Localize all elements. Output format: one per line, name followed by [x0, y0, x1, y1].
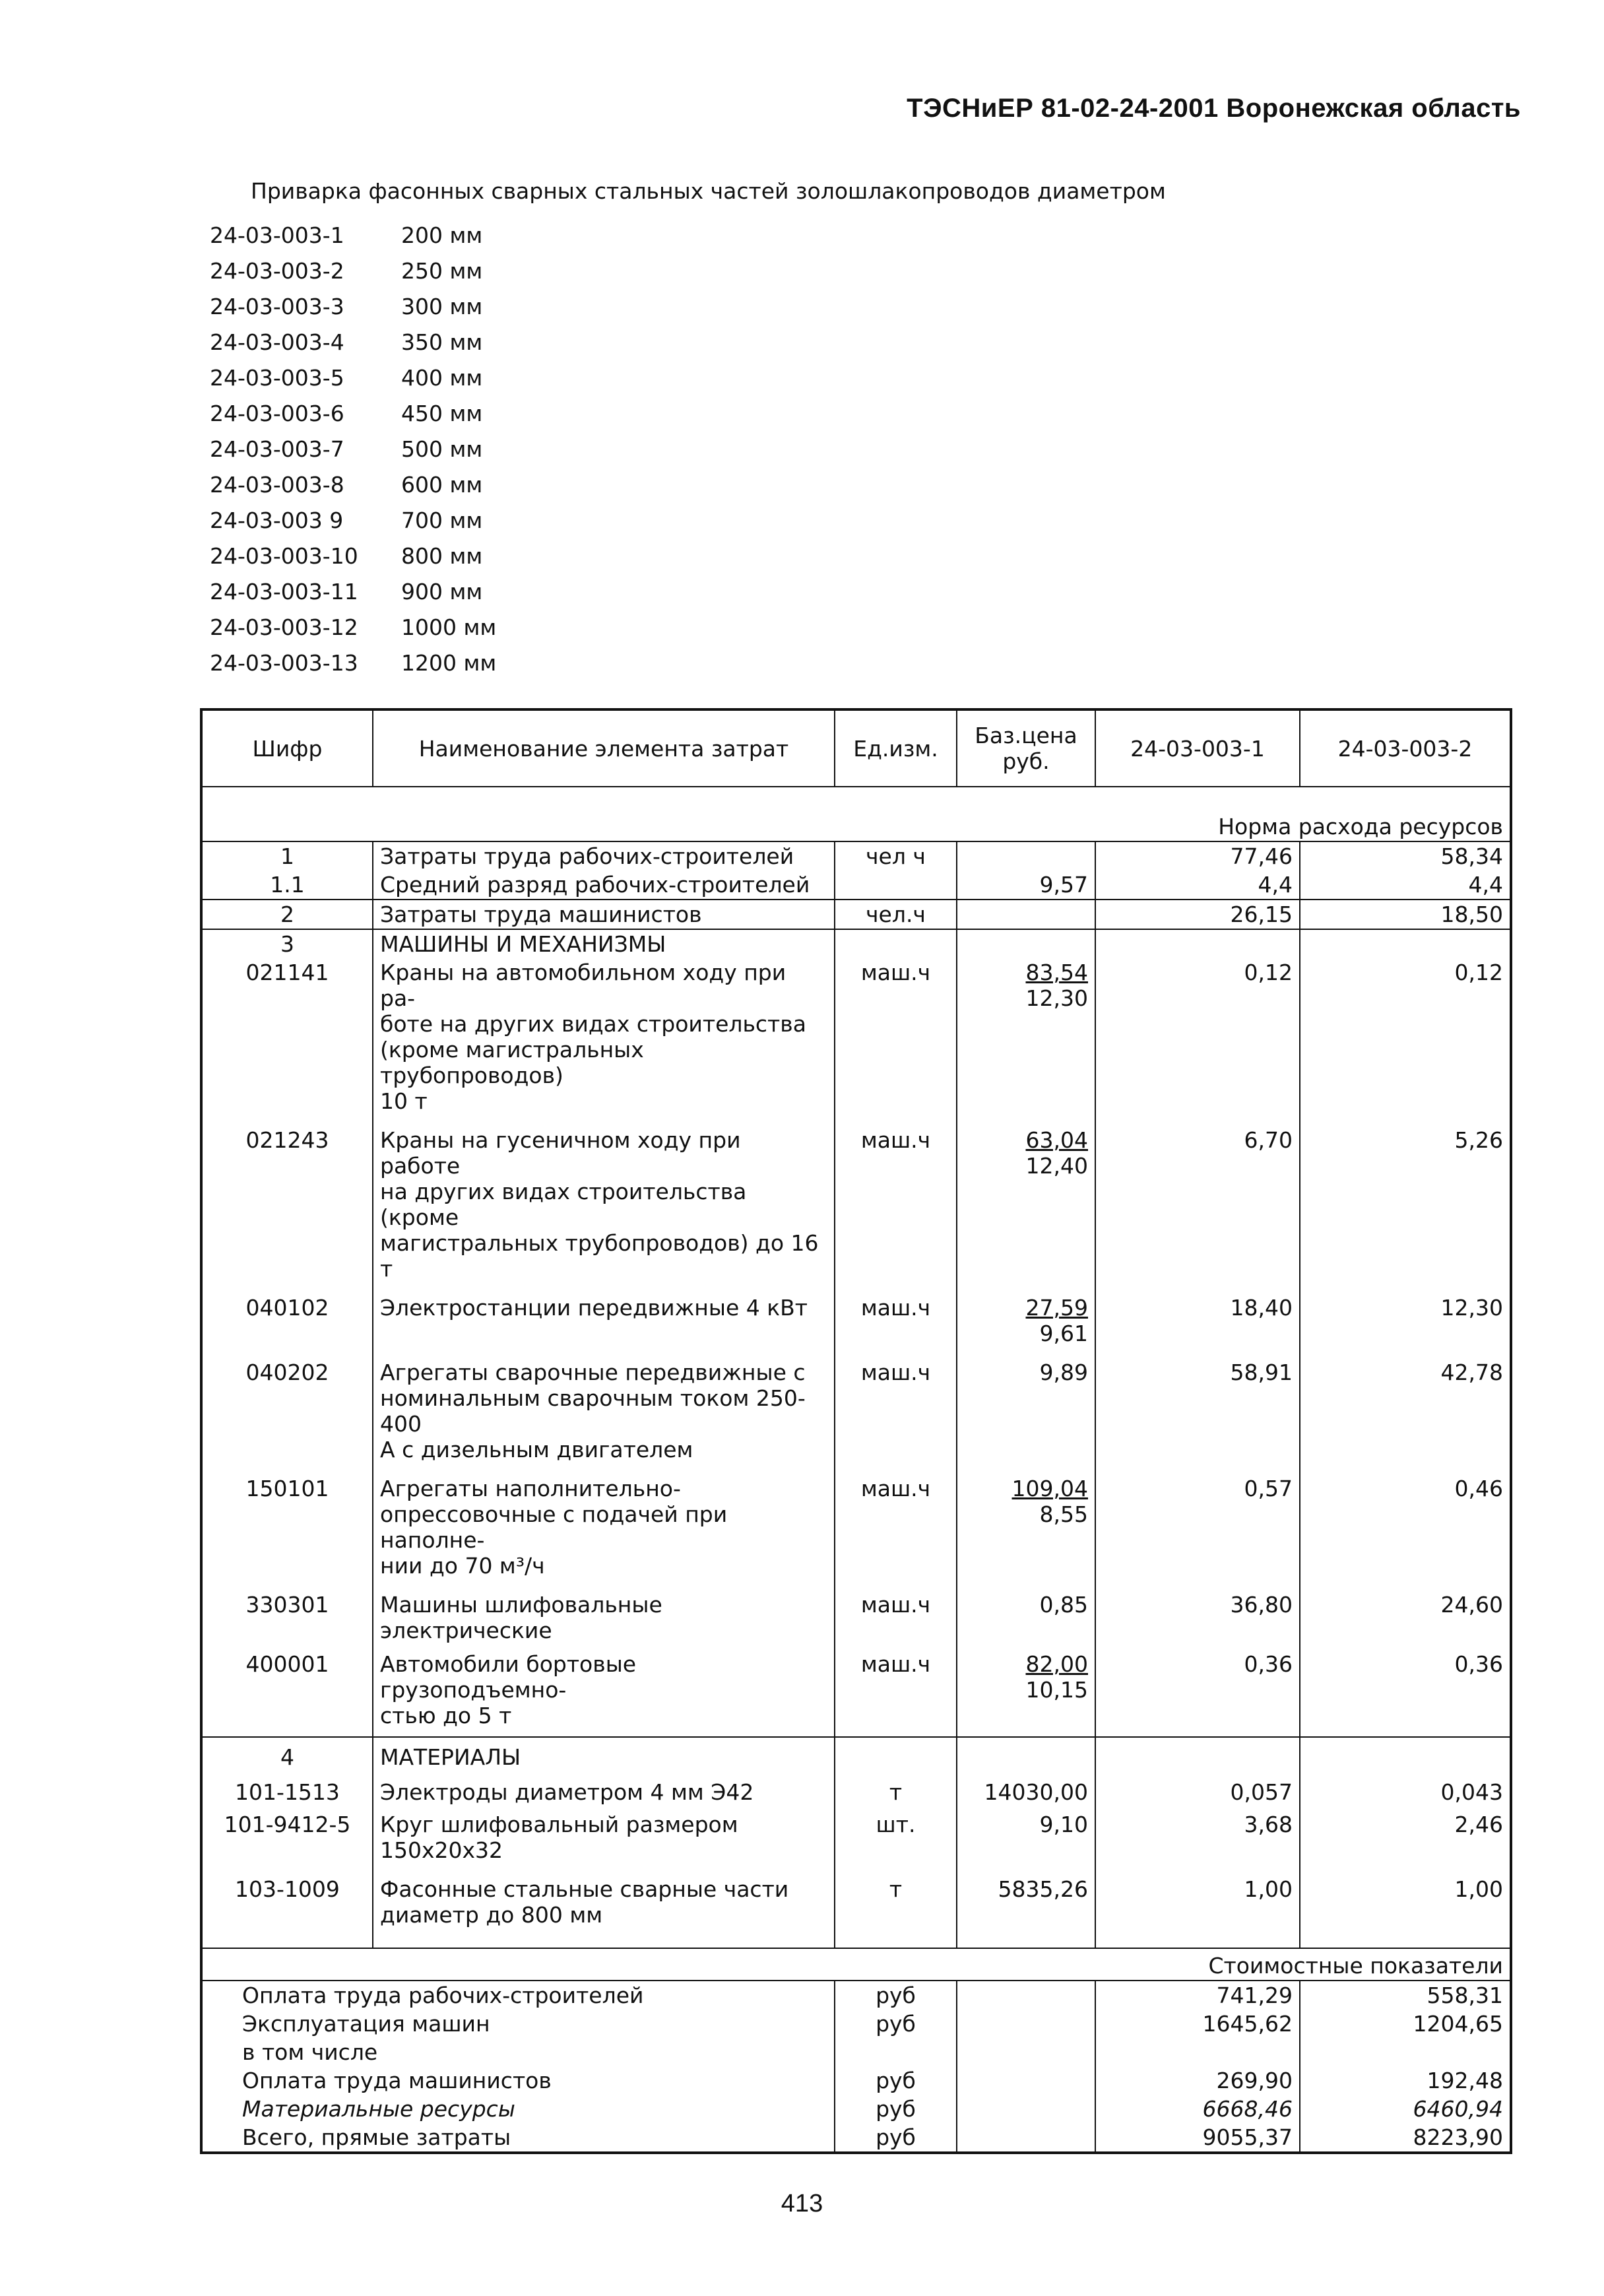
row-code: 3	[201, 929, 373, 958]
code-list-item	[210, 218, 496, 253]
cost-value-2: 8223,90	[1300, 2123, 1511, 2153]
row-unit: маш.ч	[835, 1115, 957, 1283]
cost-value-1: 9055,37	[1095, 2123, 1300, 2153]
code: 24-03-003-11	[210, 579, 358, 605]
table-row	[201, 1348, 1511, 1464]
diameter: 450 мм	[401, 401, 483, 426]
row-name: Машины шлифовальные электрические	[373, 1580, 835, 1645]
row-name: МАШИНЫ И МЕХАНИЗМЫ	[373, 929, 835, 958]
table-row	[201, 870, 1511, 900]
code-list-item	[210, 645, 496, 681]
code: 24-03-003-8	[210, 472, 344, 498]
cost-name: Материальные ресурсы	[201, 2095, 835, 2123]
cost-name: в том числе	[201, 2038, 835, 2066]
code: 24-03-003-2	[210, 258, 344, 284]
code-list-item	[210, 467, 496, 503]
table-row	[201, 958, 1511, 1115]
row-value-2: 4,4	[1300, 870, 1511, 900]
code: 24-03-003 9	[210, 508, 344, 533]
row-code: 040102	[201, 1283, 373, 1348]
diameter: 500 мм	[401, 436, 483, 462]
row-value-2: 18,50	[1300, 900, 1511, 929]
header-unit: Ед.изм.	[835, 709, 957, 787]
cost-name: Всего, прямые затраты	[201, 2123, 835, 2153]
diameter: 800 мм	[401, 543, 483, 569]
row-unit: маш.ч	[835, 1283, 957, 1348]
row-value-2: 58,34	[1300, 841, 1511, 870]
header-col2: 24-03-003-2	[1300, 709, 1511, 787]
header-name: Наименование элемента затрат	[373, 709, 835, 787]
cost-name: Эксплуатация машин	[201, 2010, 835, 2038]
row-unit: чел.ч	[835, 900, 957, 929]
code-list-item	[210, 360, 496, 396]
row-value-1: 36,80	[1095, 1580, 1300, 1645]
row-price: 0,85	[957, 1580, 1095, 1645]
table-row	[201, 1771, 1511, 1806]
row-price: 63,04 12,40	[957, 1115, 1095, 1283]
row-price: 9,57	[957, 870, 1095, 900]
diameter: 600 мм	[401, 472, 483, 498]
section-row-machines	[201, 929, 1511, 958]
code-list-item	[210, 610, 496, 645]
cost-row	[201, 2066, 1511, 2095]
row-value-2: 0,36	[1300, 1645, 1511, 1737]
cost-value-1: 1645,62	[1095, 2010, 1300, 2038]
section-row-materials	[201, 1737, 1511, 1771]
row-value-2: 0,12	[1300, 958, 1511, 1115]
diameter: 1000 мм	[401, 614, 497, 640]
cost-name: Оплата труда рабочих-строителей	[201, 1981, 835, 2010]
code: 24-03-003-12	[210, 614, 358, 640]
code-list-item	[210, 325, 496, 360]
code: 24-03-003-4	[210, 329, 344, 355]
cost-value-2: 192,48	[1300, 2066, 1511, 2095]
row-value-2: 42,78	[1300, 1348, 1511, 1464]
row-code: 101-1513	[201, 1771, 373, 1806]
norm-label: Норма расхода ресурсов	[201, 787, 1511, 841]
row-name: Круг шлифовальный размером 150x20x32	[373, 1806, 835, 1864]
row-value-2: 12,30	[1300, 1283, 1511, 1348]
row-code: 101-9412-5	[201, 1806, 373, 1864]
row-code: 103-1009	[201, 1864, 373, 1948]
diameter: 350 мм	[401, 329, 483, 355]
row-price: 9,10	[957, 1806, 1095, 1864]
row-unit: маш.ч	[835, 1464, 957, 1580]
cost-name: Оплата труда машинистов	[201, 2066, 835, 2095]
code: 24-03-003-6	[210, 401, 344, 426]
section-intro: Приварка фасонных сварных стальных частей золошлакопроводов диаметром	[251, 178, 1166, 204]
row-value-1: 58,91	[1095, 1348, 1300, 1464]
table-row	[201, 1645, 1511, 1737]
cost-unit: руб	[835, 1981, 957, 2010]
row-value-2: 24,60	[1300, 1580, 1511, 1645]
code: 24-03-003-7	[210, 436, 344, 462]
row-unit	[835, 870, 957, 900]
cost-row	[201, 1981, 1511, 2010]
cost-value-2: 558,31	[1300, 1981, 1511, 2010]
code-list-item	[210, 289, 496, 325]
header-code: Шифр	[201, 709, 373, 787]
row-code: 1	[201, 841, 373, 870]
row-value-1: 0,12	[1095, 958, 1300, 1115]
row-unit: маш.ч	[835, 1580, 957, 1645]
document-header-title: ТЭСНиЕР 81-02-24-2001 Воронежская область	[907, 94, 1521, 123]
row-price	[957, 841, 1095, 870]
code: 24-03-003-1	[210, 222, 344, 248]
row-value-1: 3,68	[1095, 1806, 1300, 1864]
row-value-2: 2,46	[1300, 1806, 1511, 1864]
row-value-1: 1,00	[1095, 1864, 1300, 1948]
cost-value-2: 6460,94	[1300, 2095, 1511, 2123]
diameter: 300 мм	[401, 294, 483, 319]
code-list-item	[210, 396, 496, 432]
cost-unit: руб	[835, 2066, 957, 2095]
row-name: Краны на гусеничном ходу при работе на других видах строительства (кроме магистральных трубопроводов) до 16 т	[373, 1115, 835, 1283]
row-value-1: 6,70	[1095, 1115, 1300, 1283]
row-value-1: 0,36	[1095, 1645, 1300, 1737]
row-price: 83,54 12,30	[957, 958, 1095, 1115]
row-unit: маш.ч	[835, 1348, 957, 1464]
table-row	[201, 1464, 1511, 1580]
cost-label: Стоимостные показатели	[201, 1948, 1511, 1981]
norm-label-row	[201, 787, 1511, 841]
cost-unit: руб	[835, 2123, 957, 2153]
row-name: Фасонные стальные сварные части диаметр до 800 мм	[373, 1864, 835, 1948]
row-name: Краны на автомобильном ходу при ра- боте на других видах строительства (кроме магистральных трубопроводов) 10 т	[373, 958, 835, 1115]
row-price	[957, 900, 1095, 929]
code-list-item	[210, 432, 496, 467]
row-value-1: 18,40	[1095, 1283, 1300, 1348]
cost-row-total	[201, 2123, 1511, 2153]
row-price: 82,00 10,15	[957, 1645, 1095, 1737]
row-name: Автомобили бортовые грузоподъемно- стью до 5 т	[373, 1645, 835, 1737]
row-code: 150101	[201, 1464, 373, 1580]
cost-unit: руб	[835, 2010, 957, 2038]
row-value-1: 26,15	[1095, 900, 1300, 929]
cost-value-1: 741,29	[1095, 1981, 1300, 2010]
cost-row	[201, 2010, 1511, 2038]
row-value-1: 0,057	[1095, 1771, 1300, 1806]
table-row	[201, 1864, 1511, 1948]
cost-unit: руб	[835, 2095, 957, 2123]
cost-row	[201, 2038, 1511, 2066]
code-list-item	[210, 253, 496, 289]
row-name: Затраты труда машинистов	[373, 900, 835, 929]
table-row	[201, 900, 1511, 929]
table-row	[201, 1283, 1511, 1348]
code-list-item	[210, 574, 496, 610]
row-code: 021141	[201, 958, 373, 1115]
row-name: МАТЕРИАЛЫ	[373, 1737, 835, 1771]
diameter: 1200 мм	[401, 650, 497, 676]
row-unit: маш.ч	[835, 958, 957, 1115]
diameter: 700 мм	[401, 508, 483, 533]
row-price: 27,59 9,61	[957, 1283, 1095, 1348]
row-price: 5835,26	[957, 1864, 1095, 1948]
row-price: 109,04 8,55	[957, 1464, 1095, 1580]
row-unit: маш.ч	[835, 1645, 957, 1737]
row-value-1: 4,4	[1095, 870, 1300, 900]
row-price: 14030,00	[957, 1771, 1095, 1806]
diameter: 900 мм	[401, 579, 483, 605]
table-row	[201, 1806, 1511, 1864]
cost-value-2: 1204,65	[1300, 2010, 1511, 2038]
code: 24-03-003-3	[210, 294, 344, 319]
cost-value-1: 269,90	[1095, 2066, 1300, 2095]
row-value-2: 5,26	[1300, 1115, 1511, 1283]
table-row	[201, 1115, 1511, 1283]
row-name: Агрегаты наполнительно- опрессовочные с подачей при наполне- нии до 70 м³/ч	[373, 1464, 835, 1580]
row-code: 4	[201, 1737, 373, 1771]
diameter: 200 мм	[401, 222, 483, 248]
code-list-item	[210, 503, 496, 539]
row-code: 400001	[201, 1645, 373, 1737]
code: 24-03-003-5	[210, 365, 344, 391]
cost-row	[201, 2095, 1511, 2123]
row-name: Электростанции передвижные 4 кВт	[373, 1283, 835, 1348]
row-value-2: 0,043	[1300, 1771, 1511, 1806]
row-code: 330301	[201, 1580, 373, 1645]
row-value-2: 0,46	[1300, 1464, 1511, 1580]
row-code: 2	[201, 900, 373, 929]
table-row	[201, 841, 1511, 870]
row-name: Электроды диаметром 4 мм Э42	[373, 1771, 835, 1806]
row-name: Агрегаты сварочные передвижные с номинальным сварочным током 250-400 А с дизельным двигателем	[373, 1348, 835, 1464]
row-value-2: 1,00	[1300, 1864, 1511, 1948]
resource-norm-table	[200, 708, 1512, 2154]
table-row	[201, 1580, 1511, 1645]
header-price: Баз.цена руб.	[957, 709, 1095, 787]
table-header-row	[201, 709, 1511, 787]
row-code: 1.1	[201, 870, 373, 900]
row-code: 021243	[201, 1115, 373, 1283]
row-name: Затраты труда рабочих-строителей	[373, 841, 835, 870]
diameter: 400 мм	[401, 365, 483, 391]
cost-label-row	[201, 1948, 1511, 1981]
code-list	[210, 218, 496, 681]
row-unit: чел ч	[835, 841, 957, 870]
cost-value-1: 6668,46	[1095, 2095, 1300, 2123]
diameter: 250 мм	[401, 258, 483, 284]
code-list-item	[210, 539, 496, 574]
row-price: 9,89	[957, 1348, 1095, 1464]
row-unit: т	[835, 1864, 957, 1948]
code: 24-03-003-13	[210, 650, 358, 676]
code: 24-03-003-10	[210, 543, 358, 569]
page-number: 413	[781, 2190, 823, 2217]
row-unit: т	[835, 1771, 957, 1806]
row-value-1: 0,57	[1095, 1464, 1300, 1580]
header-col1: 24-03-003-1	[1095, 709, 1300, 787]
row-code: 040202	[201, 1348, 373, 1464]
row-unit: шт.	[835, 1806, 957, 1864]
row-value-1: 77,46	[1095, 841, 1300, 870]
row-name: Средний разряд рабочих-строителей	[373, 870, 835, 900]
